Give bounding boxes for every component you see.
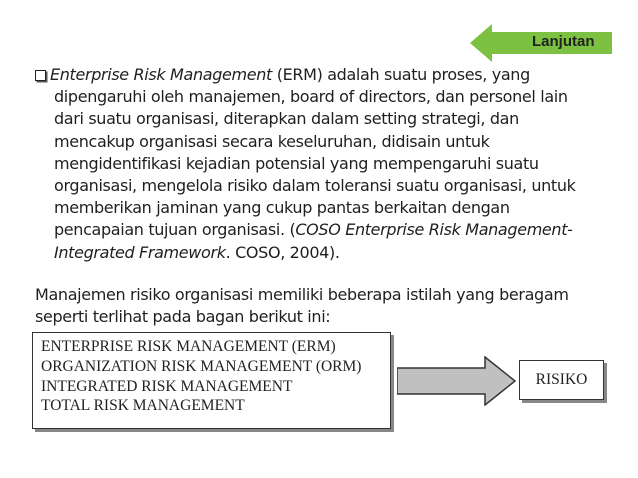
text: pencapaian tujuan organisasi. ( xyxy=(54,220,296,240)
text: organisasi, mengelola risiko dalam toleransi suatu organisasi, untuk xyxy=(54,176,576,196)
term-orm: ORGANIZATION RISK MANAGEMENT (ORM) xyxy=(41,357,362,375)
paragraph-line xyxy=(35,64,595,86)
paragraph-line xyxy=(35,108,595,130)
text: dari suatu organisasi, diterapkan dalam setting strategi, dan xyxy=(54,109,519,129)
paragraph-line xyxy=(35,86,595,108)
text: memberikan jaminan yang cukup pantas berkaitan dengan xyxy=(54,198,510,218)
term-erm: ENTERPRISE RISK MANAGEMENT (ERM) xyxy=(41,338,336,355)
paragraph-line xyxy=(35,131,595,153)
intro-paragraph xyxy=(35,284,615,328)
risk-target-box xyxy=(519,360,604,400)
checkbox-bullet-icon xyxy=(35,70,46,81)
next-slide-label: Lanjutan xyxy=(532,33,595,50)
term-total: TOTAL RISK MANAGEMENT xyxy=(41,397,245,415)
risk-management-terms-box xyxy=(32,332,391,429)
erm-definition-paragraph xyxy=(35,64,595,264)
text: (ERM) adalah suatu proses, yang xyxy=(271,65,530,84)
paragraph-line: Manajemen risiko organisasi memiliki beberapa istilah yang beragam xyxy=(35,285,569,304)
italic-text: Integrated Framework xyxy=(54,242,226,262)
risk-target-label: RISIKO xyxy=(535,371,588,388)
paragraph-line xyxy=(35,175,595,197)
next-slide-button[interactable] xyxy=(470,24,612,62)
right-arrow-icon xyxy=(397,356,517,406)
paragraph-line xyxy=(35,197,595,219)
term-integrated: INTEGRATED RISK MANAGEMENT xyxy=(41,377,293,395)
text: mencakup organisasi secara keseluruhan, didisain untuk xyxy=(54,131,490,151)
text: mengidentifikasi kejadian potensial yang mempengaruhi suatu xyxy=(54,153,539,173)
italic-text: Enterprise Risk Management xyxy=(50,65,272,84)
paragraph-line xyxy=(35,242,595,264)
text: . COSO, 2004). xyxy=(225,242,340,262)
paragraph-line xyxy=(35,153,595,175)
italic-text: COSO Enterprise Risk Management- xyxy=(295,220,573,240)
paragraph-line: seperti terlihat pada bagan berikut ini: xyxy=(35,307,331,327)
paragraph-line xyxy=(35,219,595,241)
text: dipengaruhi oleh manajemen, board of directors, dan personel lain xyxy=(54,87,568,107)
